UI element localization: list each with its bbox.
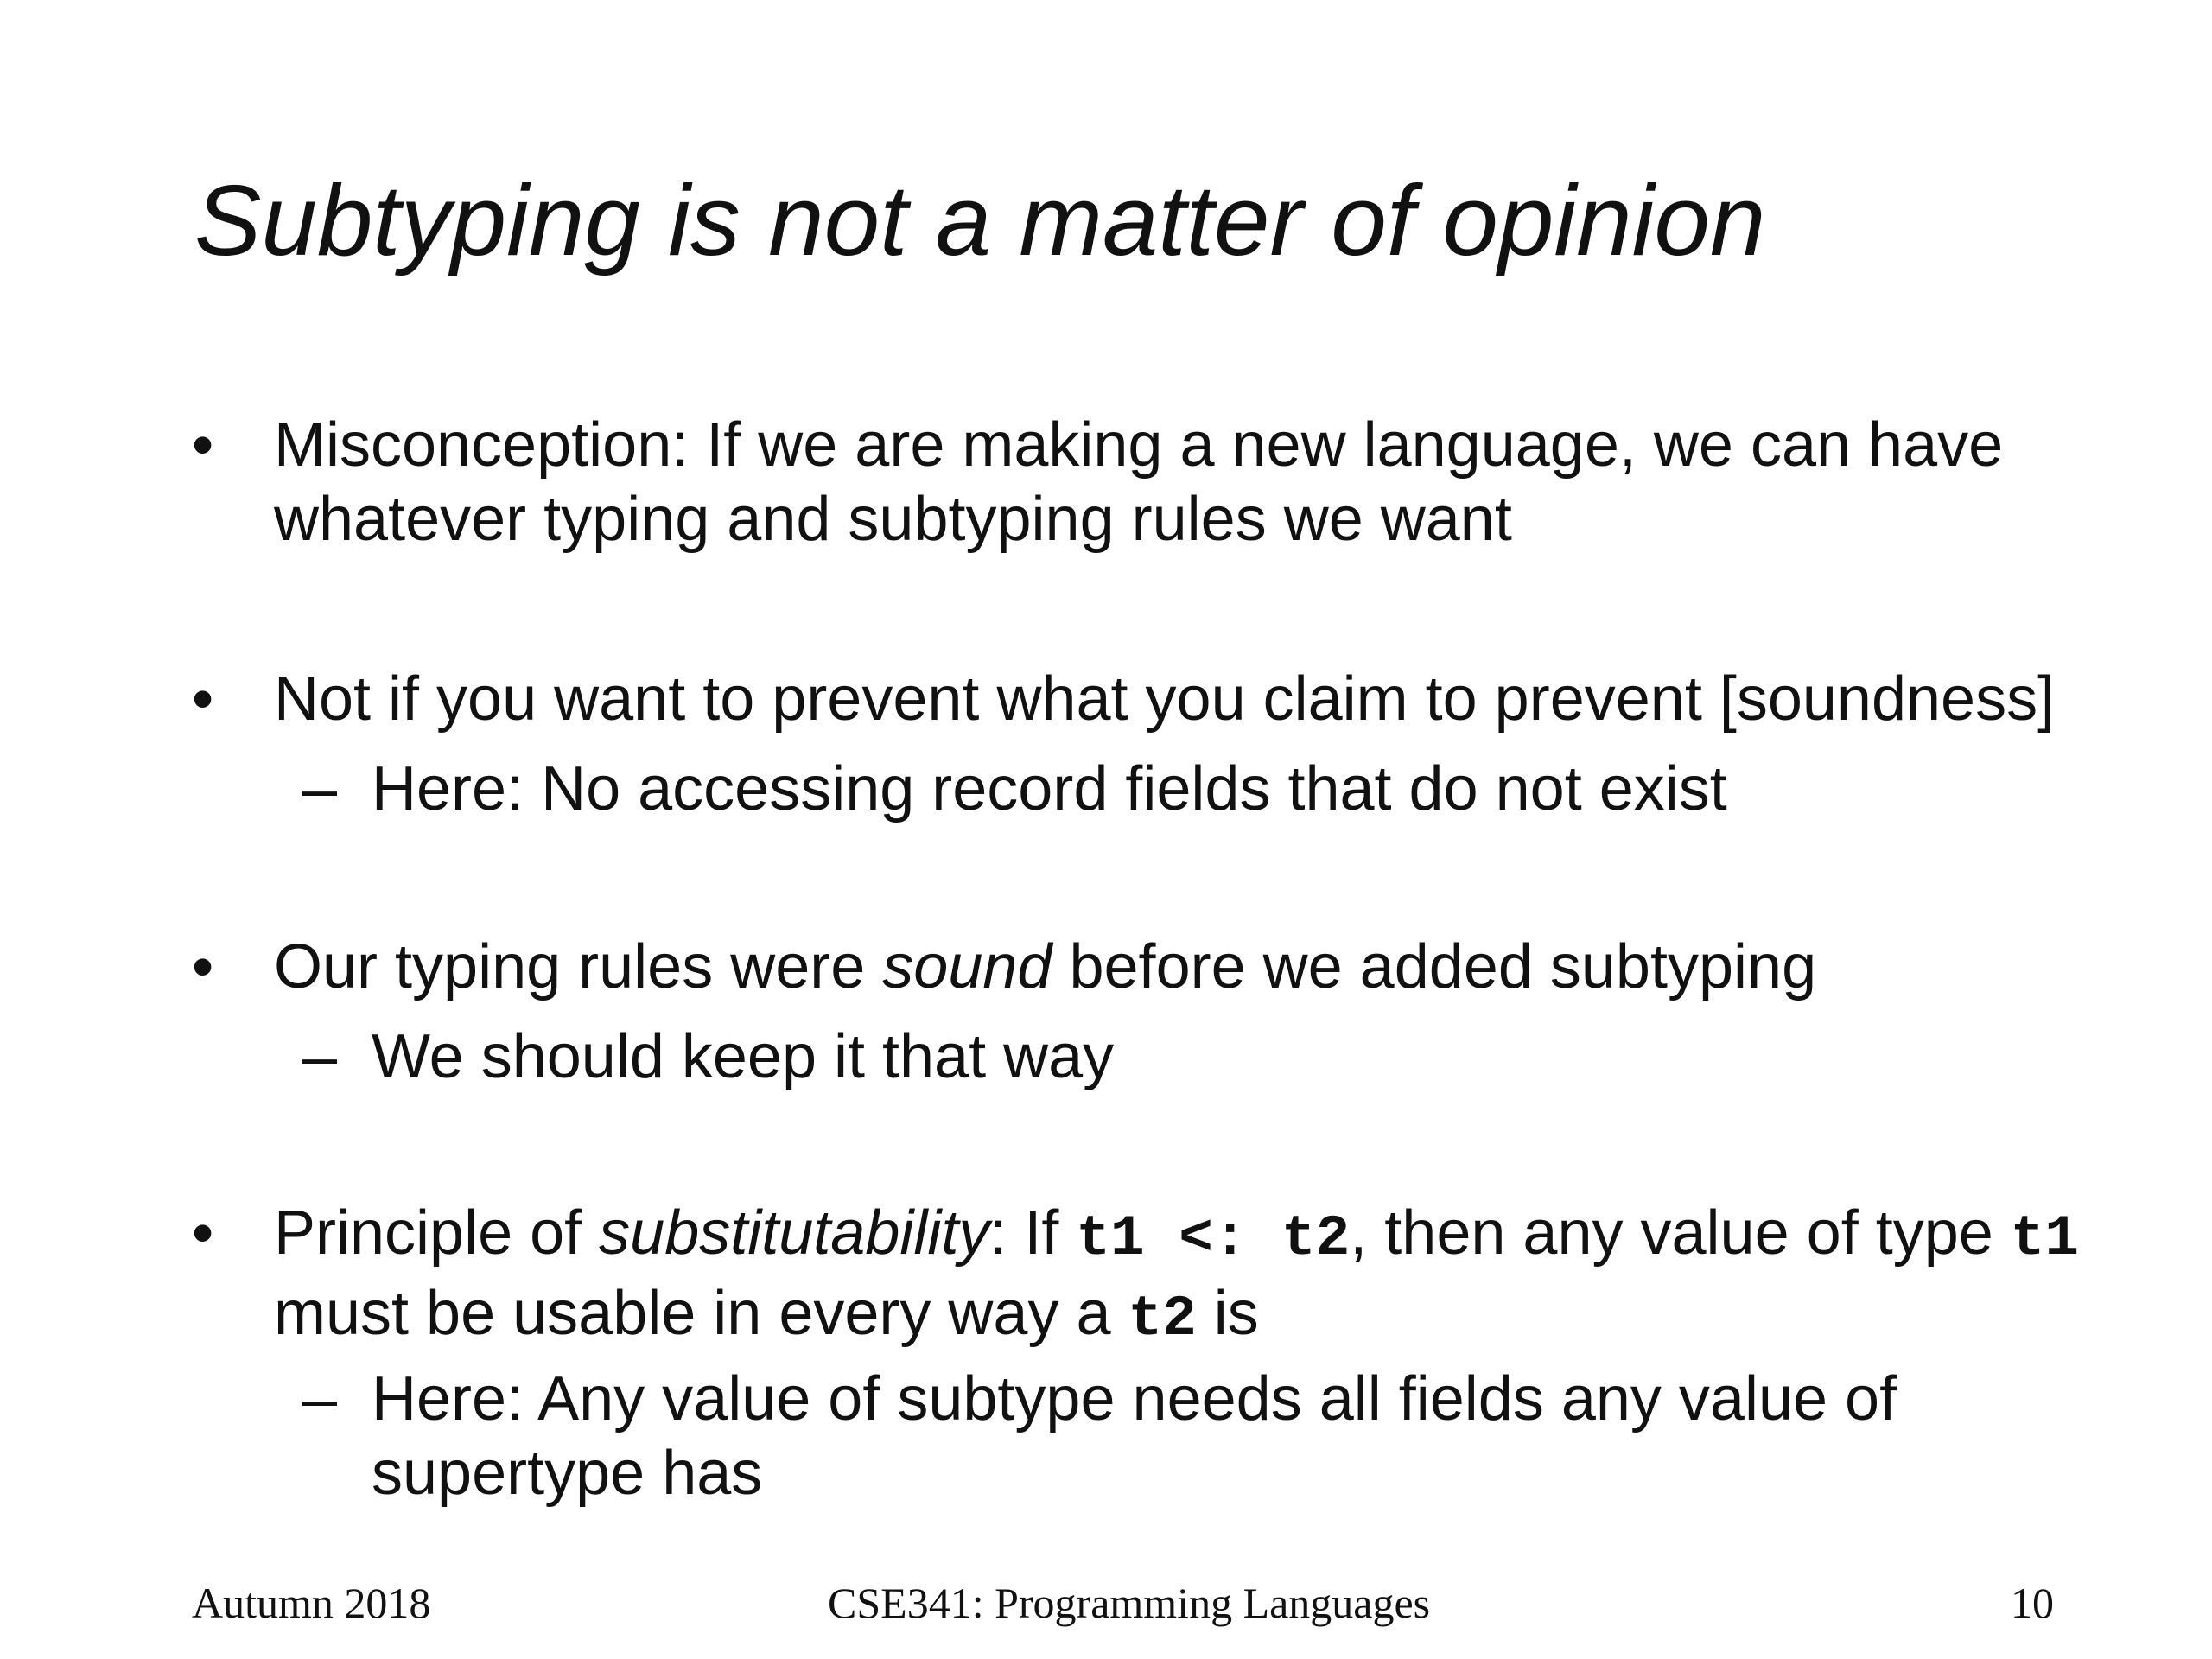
code-t2: t2 [1128,1287,1197,1351]
code-subtype-relation: t1 <: t2 [1076,1206,1351,1271]
bullet-4-text [274,1196,2088,1357]
bullet-3-text-start: Our typing rules were [274,932,883,1001]
bullet-3-text [274,930,2088,1004]
footer-page-number: 10 [2011,1579,2054,1627]
bullet-3-text-end: before we added subtyping [1052,932,1817,1001]
sub-bullet-2-text: Here: No accessing record fields that do not exist [372,754,1727,823]
bullet-4-text-part: is [1196,1279,1259,1348]
bullet-marker: • [192,1198,214,1268]
bullet-2-text: Not if you want to prevent what you claim to prevent [soundness] [274,664,2056,734]
bullet-4-text-part: must be usable in every way a [274,1279,1128,1348]
emphasis-sound: sound [882,932,1052,1001]
dash-marker: – [302,754,338,823]
slide-title: Subtyping is not a matter of opinion [194,164,1766,276]
footer-date: Autumn 2018 [192,1579,431,1627]
bullet-4-text-part: , then any value of type [1350,1198,2011,1268]
sub-bullet-3-text: We should keep it that way [372,1022,1115,1091]
bullet-marker: • [192,932,214,1001]
bullet-4-text-part: : If [989,1198,1077,1268]
emphasis-substitutability: substitutability [599,1198,990,1268]
code-t1: t1 [2010,1206,2080,1271]
sub-bullet-4-text: Here: Any value of subtype needs all fields any value of supertype has [372,1364,1897,1508]
bullet-marker: • [192,664,214,734]
dash-marker: – [302,1022,338,1091]
footer-course: CSE341: Programming Languages [828,1579,1431,1627]
bullet-1-text: Misconception: If we are making a new language, we can have whatever typing and subtyping rules we want [274,410,2004,554]
dash-marker: – [302,1364,338,1433]
bullet-marker: • [192,410,214,480]
bullet-4-text-part: Principle of [274,1198,600,1268]
